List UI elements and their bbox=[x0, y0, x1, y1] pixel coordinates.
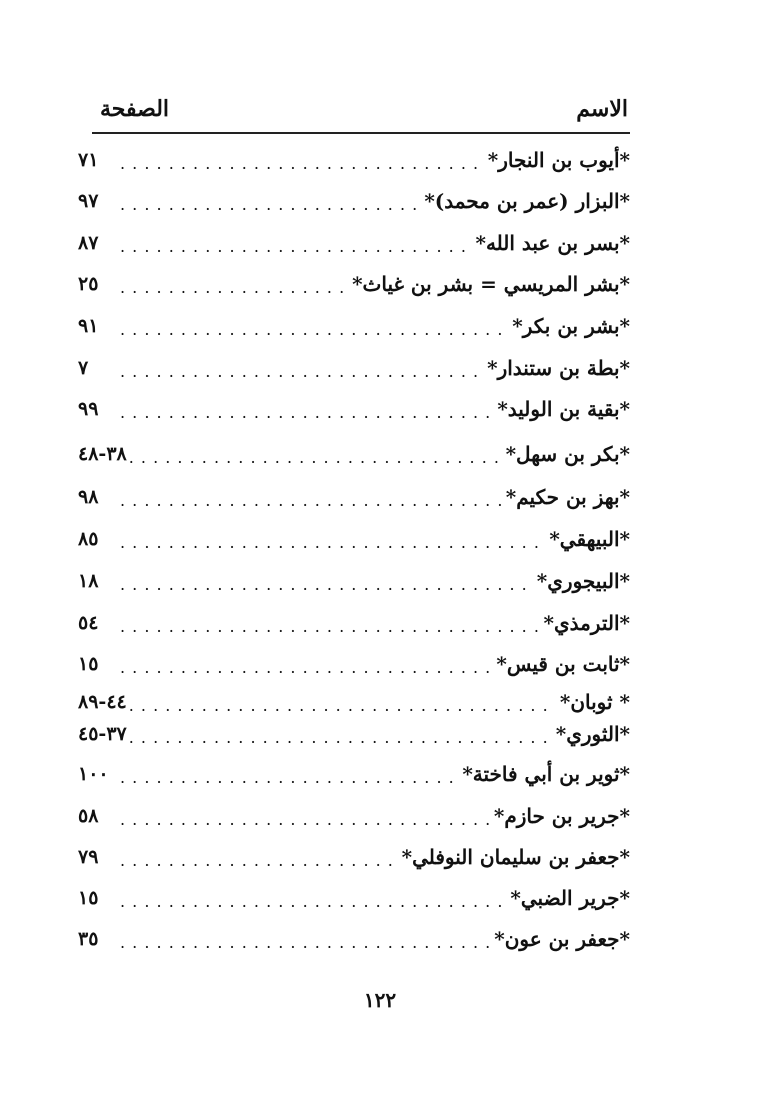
leader-dots bbox=[120, 841, 398, 873]
index-row bbox=[78, 310, 630, 342]
index-row bbox=[78, 923, 630, 955]
index-row bbox=[78, 523, 630, 555]
entry-page: ٨٧ bbox=[78, 232, 99, 254]
leader-dots bbox=[120, 882, 506, 914]
index-row bbox=[78, 841, 630, 873]
leader-dots bbox=[120, 393, 493, 425]
index-row bbox=[78, 227, 630, 259]
entry-page: ١٠٠ bbox=[78, 763, 109, 785]
entry-page: ٧ bbox=[78, 357, 89, 379]
leader-dots bbox=[120, 758, 458, 790]
index-row bbox=[78, 352, 630, 384]
entry-name: *بهز بن حكيم* bbox=[505, 485, 630, 509]
entry-page: ٩٩ bbox=[78, 398, 99, 420]
entry-name: * ثوبان* bbox=[559, 690, 630, 714]
leader-dots bbox=[120, 310, 508, 342]
page-number: ١٢٢ bbox=[363, 988, 397, 1012]
entry-name: *جرير بن حازم* bbox=[493, 804, 630, 828]
index-row bbox=[78, 393, 630, 425]
leader-dots bbox=[120, 352, 483, 384]
entry-name: *الثوري* bbox=[555, 722, 630, 746]
entry-page: ٢٥ bbox=[78, 273, 99, 295]
entry-page: ٧٩ bbox=[78, 846, 99, 868]
index-row bbox=[78, 268, 630, 300]
index-row bbox=[78, 185, 630, 217]
leader-dots bbox=[120, 800, 490, 832]
entry-name: *بقية بن الوليد* bbox=[497, 397, 630, 421]
leader-dots bbox=[120, 481, 502, 513]
entry-name: *جرير الضبي* bbox=[510, 886, 630, 910]
index-row bbox=[78, 758, 630, 790]
entry-page: ٥٨ bbox=[78, 805, 99, 827]
index-row bbox=[78, 800, 630, 832]
entry-name: *بشر بن بكر* bbox=[512, 314, 630, 338]
leader-dots bbox=[120, 227, 471, 259]
entry-page: ٩١ bbox=[78, 315, 99, 337]
leader-dots bbox=[129, 718, 552, 750]
entry-name: *الترمذي* bbox=[543, 611, 630, 635]
leader-dots bbox=[120, 268, 348, 300]
leader-dots bbox=[120, 923, 490, 955]
leader-dots bbox=[120, 648, 492, 680]
index-row bbox=[78, 607, 630, 639]
index-row bbox=[78, 648, 630, 680]
entry-name: *بشر المريسي = بشر بن غياث* bbox=[352, 272, 630, 296]
table-header bbox=[96, 92, 628, 132]
entry-name: *أيوب بن النجار* bbox=[487, 148, 630, 172]
index-row bbox=[78, 565, 630, 597]
leader-dots bbox=[129, 686, 556, 718]
entry-page: ١٥ bbox=[78, 887, 99, 909]
page-column-heading: الصفحة bbox=[100, 96, 170, 122]
index-row bbox=[78, 686, 630, 718]
leader-dots bbox=[120, 607, 539, 639]
entry-name: *البيهقي* bbox=[549, 527, 630, 551]
entry-name: *بطة بن ستندار* bbox=[487, 356, 630, 380]
index-row bbox=[78, 718, 630, 750]
leader-dots bbox=[120, 523, 545, 555]
entry-page: ١٨ bbox=[78, 570, 99, 592]
entry-page: ٣٨-٤٨ bbox=[78, 443, 127, 465]
entry-page: ٧١ bbox=[78, 149, 99, 171]
entry-name: *جعفر بن سليمان النوفلي* bbox=[401, 845, 630, 869]
name-column-heading: الاسم bbox=[576, 96, 628, 122]
entry-name: *البيجوري* bbox=[536, 569, 630, 593]
entry-page: ٣٥ bbox=[78, 928, 99, 950]
index-row bbox=[78, 882, 630, 914]
entry-name: *ثابت بن قيس* bbox=[496, 652, 630, 676]
index-row bbox=[78, 144, 630, 176]
entry-page: ٤٤-٨٩ bbox=[78, 691, 127, 713]
entry-name: *البزار (عمر بن محمد)* bbox=[424, 189, 630, 213]
leader-dots bbox=[120, 565, 533, 597]
entry-page: ١٥ bbox=[78, 653, 99, 675]
index-row bbox=[78, 438, 630, 470]
leader-dots bbox=[120, 144, 484, 176]
entry-name: *بكر بن سهل* bbox=[505, 442, 630, 466]
entry-page: ٣٧-٤٥ bbox=[78, 723, 127, 745]
entry-name: *ثوير بن أبي فاختة* bbox=[462, 762, 630, 786]
entry-page: ٩٧ bbox=[78, 190, 99, 212]
entry-name: *بسر بن عبد الله* bbox=[475, 231, 630, 255]
leader-dots bbox=[120, 185, 420, 217]
leader-dots bbox=[129, 438, 502, 470]
index-row bbox=[78, 481, 630, 513]
entry-page: ٥٤ bbox=[78, 612, 99, 634]
entry-page: ٨٥ bbox=[78, 528, 99, 550]
entry-page: ٩٨ bbox=[78, 486, 99, 508]
header-rule bbox=[92, 132, 630, 134]
entry-name: *جعفر بن عون* bbox=[494, 927, 630, 951]
